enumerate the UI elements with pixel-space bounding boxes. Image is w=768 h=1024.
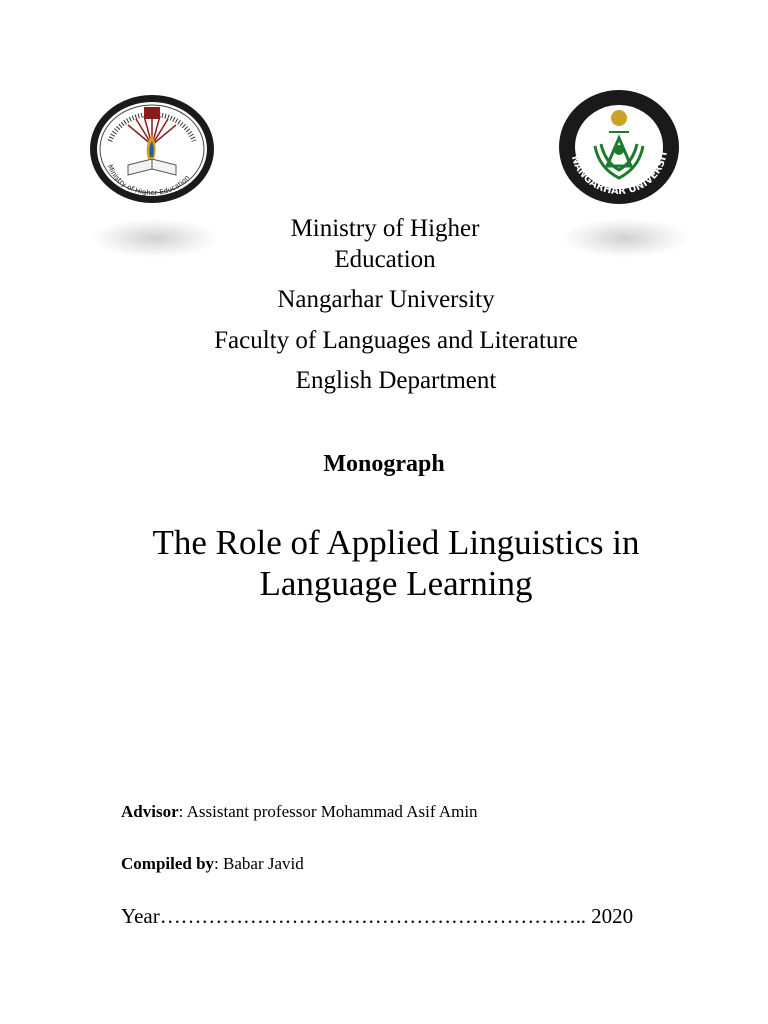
- university-logo-arc-text: NANGARHAR UNIVERSIT: [568, 149, 671, 198]
- compiled-by-value: : Babar Javid: [214, 854, 304, 873]
- advisor-line: [121, 802, 478, 822]
- year-label: Year: [121, 904, 160, 928]
- advisor-label: Advisor: [121, 802, 179, 821]
- university-logo: [557, 88, 681, 206]
- ministry-logo-shadow: [90, 218, 220, 258]
- title-line-2: Language Learning: [259, 564, 533, 603]
- faculty-name: Faculty of Languages and Literature: [214, 327, 578, 354]
- title-line-1: The Role of Applied Linguistics in: [152, 523, 640, 562]
- department-name: English Department: [295, 367, 497, 394]
- year-line: [121, 904, 633, 929]
- university-logo-shadow: [560, 218, 690, 258]
- university-name: Nangarhar University: [277, 286, 495, 313]
- compiled-by-label: Compiled by: [121, 854, 215, 873]
- document-type: Monograph: [323, 451, 445, 477]
- ministry-logo: [88, 93, 216, 205]
- ministry-name: Ministry of Higher Education: [290, 215, 480, 273]
- year-value: 2020: [585, 904, 634, 928]
- year-dots: ……………………………………………………..: [159, 904, 586, 928]
- ministry-logo-arc-text: Ministry of Higher Education: [105, 163, 192, 198]
- advisor-value: : Assistant professor Mohammad Asif Amin: [178, 802, 478, 821]
- compiled-by-line: [121, 854, 304, 874]
- document-title: [12, 522, 768, 604]
